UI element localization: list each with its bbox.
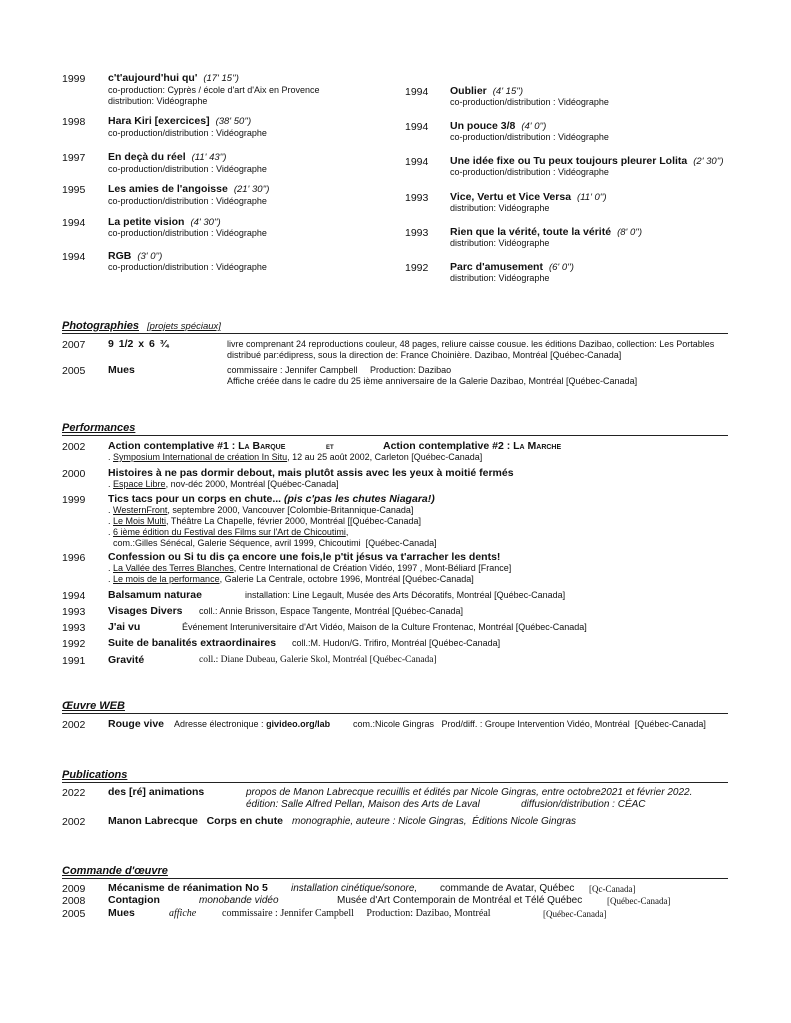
- video-duration: (21' 30''): [233, 184, 270, 195]
- pub-detail: monographie, auteure : Nicole Gingras, Éditions Nicole Gingras: [292, 816, 577, 827]
- perf-detail: Événement Interuniversitaire d'Art Vidéo, Maison de la Culture Frontenac, Montréal [Québec-Canada]: [182, 622, 587, 632]
- video-title-line: [450, 191, 607, 204]
- commande-title: Contagion: [108, 894, 160, 906]
- section-divider: [62, 435, 728, 436]
- video-title: Rien que la vérité, toute la vérité: [450, 226, 612, 238]
- perf-title: Balsamum naturae: [108, 589, 202, 601]
- perf-title: Histoires à ne pas dormir debout, mais plutôt assis avec les yeux à moitié fermés: [108, 467, 514, 479]
- video-year: 1995: [62, 184, 86, 196]
- perf-year: 1999: [62, 494, 86, 506]
- video-credit: co-production/distribution : Vidéographe: [450, 132, 609, 142]
- perf-title: Action contemplative #1 : La Barque: [108, 440, 286, 452]
- section-heading-web: Œuvre WEB: [62, 700, 125, 712]
- perf-venue: . Symposium International de création In Situ, 12 au 25 août 2002, Carleton [Québec-Canada]: [108, 452, 483, 462]
- video-duration: (38' 50''): [215, 116, 252, 127]
- pub-title: des [ré] animations: [108, 786, 205, 798]
- video-title-line: [108, 115, 251, 128]
- video-title-line: [450, 85, 523, 98]
- video-credit: co-production/distribution : Vidéographe: [108, 196, 267, 206]
- perf-detail: coll.:M. Hudon/G. Trifiro, Montréal [Québec-Canada]: [292, 638, 501, 648]
- perf-venue: . La Vallée des Terres Blanches, Centre International de Création Vidéo, 1997 , Mont-Béliard [France]: [108, 563, 512, 573]
- video-duration: (2' 30''): [693, 156, 724, 167]
- video-credit: distribution: Vidéographe: [108, 96, 208, 106]
- video-title-line: [108, 250, 162, 263]
- pub-detail: propos de Manon Labrecque recuillis et édités par Nicole Gingras, entre octobre2021 et février 2022.: [246, 787, 693, 798]
- video-credit: co-production/distribution : Vidéographe: [108, 228, 267, 238]
- video-title: Oublier: [450, 85, 487, 97]
- perf-year: 1996: [62, 552, 86, 564]
- pub-title: Manon Labrecque Corps en chute: [108, 815, 284, 827]
- video-year: 1994: [62, 217, 86, 229]
- commande-year: 2008: [62, 895, 86, 907]
- video-title: Parc d'amusement: [450, 261, 543, 273]
- video-credit: distribution: Vidéographe: [450, 238, 550, 248]
- section-divider: [62, 878, 728, 879]
- section-divider: [62, 333, 728, 334]
- video-title: La petite vision: [108, 216, 185, 228]
- video-year: 1994: [405, 156, 429, 168]
- commande-year: 2009: [62, 883, 86, 895]
- video-title: En deçà du réel: [108, 151, 186, 163]
- video-year: 1997: [62, 152, 86, 164]
- video-credit: co-production: Cyprès / école d'art d'Aix en Provence: [108, 85, 320, 95]
- perf-title: Gravité: [108, 654, 145, 666]
- section-divider: [62, 782, 728, 783]
- section-divider: [62, 713, 728, 714]
- perf-year: 1993: [62, 622, 86, 634]
- video-title: Un pouce 3/8: [450, 120, 516, 132]
- video-duration: (8' 0''): [617, 227, 643, 238]
- commande-medium: affiche: [169, 908, 197, 919]
- video-year: 1994: [405, 121, 429, 133]
- perf-title: Visages Divers: [108, 605, 183, 617]
- video-credit: co-production/distribution : Vidéographe: [108, 128, 267, 138]
- video-credit: co-production/distribution : Vidéographe: [450, 97, 609, 107]
- section-heading-photographies: Photographies [projets spéciaux]: [62, 320, 221, 332]
- video-credit: distribution: Vidéographe: [450, 203, 550, 213]
- commande-year: 2005: [62, 908, 86, 920]
- commande-title: Mécanisme de réanimation No 5: [108, 882, 268, 894]
- perf-title: Confession ou Si tu dis ça encore une fois,le p'tit jésus va t'arracher les dents!: [108, 551, 501, 563]
- photo-year: 2007: [62, 339, 86, 351]
- video-title-line: [108, 151, 226, 164]
- photo-year: 2005: [62, 365, 86, 377]
- commande-region: [Qc-Canada]: [589, 884, 636, 894]
- section-subheading: [projets spéciaux]: [147, 321, 221, 332]
- perf-venue: . Le mois de la performance, Galerie La Centrale, octobre 1996, Montréal [Québec-Canada]: [108, 574, 474, 584]
- photo-title: 9 1/2 x 6 ¾: [108, 338, 169, 350]
- perf-venue: . Espace Libre, nov-déc 2000, Montréal [Québec-Canada]: [108, 479, 339, 489]
- web-title: Rouge vive: [108, 718, 165, 730]
- video-title: Hara Kiri [exercices]: [108, 115, 210, 127]
- perf-title: Tics tacs pour un corps en chute... (pis c'pas les chutes Niagara!): [108, 493, 435, 505]
- video-duration: (11' 43''): [191, 152, 227, 163]
- section-heading-performances: Performances: [62, 422, 136, 434]
- photo-title: Mues: [108, 364, 135, 376]
- perf-detail: coll.: Annie Brisson, Espace Tangente, Montréal [Québec-Canada]: [199, 606, 463, 616]
- video-title: Vice, Vertu et Vice Versa: [450, 191, 572, 203]
- perf-venue: . WesternFront, septembre 2000, Vancouver [Colombie-Britannique-Canada]: [108, 505, 414, 515]
- perf-venue: . Le Mois Multi, Théâtre La Chapelle, février 2000, Montréal [[Québec-Canada]: [108, 516, 422, 526]
- commande-title: Mues: [108, 907, 135, 919]
- perf-title: Suite de banalités extraordinaires: [108, 637, 277, 649]
- video-duration: (6' 0''): [548, 262, 574, 273]
- web-credit: com.:Nicole Gingras Prod/diff. : Groupe Intervention Vidéo, Montréal [Québec-Canada]: [353, 719, 706, 729]
- perf-venue: . 6 ième édition du Festival des Films sur l'Art de Chicoutimi,: [108, 527, 349, 537]
- video-year: 1998: [62, 116, 86, 128]
- video-credit: co-production/distribution : Vidéographe: [108, 262, 267, 272]
- video-year: 1994: [62, 251, 86, 263]
- perf-venue: com.:Gilles Sénécal, Galerie Séquence, avril 1999, Chicoutimi [Québec-Canada]: [108, 538, 437, 548]
- video-title-line: [450, 226, 642, 239]
- video-title-line: [108, 72, 239, 85]
- video-credit: co-production/distribution : Vidéographe: [450, 167, 609, 177]
- perf-year: 1992: [62, 638, 86, 650]
- pub-detail: édition: Salle Alfred Pellan, Maison des Arts de Laval: [246, 799, 480, 810]
- video-duration: (4' 15''): [492, 86, 524, 97]
- commande-detail: commissaire : Jennifer Campbell Production: Dazibao, Montréal: [222, 908, 491, 919]
- photo-detail: distribué par:édipress, sous la direction de: France Choinière. Dazibao, Montréal [Québec-Canada]: [227, 350, 622, 360]
- section-heading-commande: Commande d'œuvre: [62, 865, 168, 877]
- commande-detail: commande de Avatar, Québec: [440, 883, 575, 894]
- video-title: Les amies de l'angoisse: [108, 183, 228, 195]
- video-duration: (4' 0''): [521, 121, 547, 132]
- web-address: Adresse électronique : givideo.org/lab: [174, 719, 331, 729]
- commande-detail: Musée d'Art Contemporain de Montréal et Télé Québec: [337, 895, 583, 906]
- video-title: c't'aujourd'hui qu': [108, 72, 198, 84]
- section-heading-publications: Publications: [62, 769, 128, 781]
- pub-year: 2022: [62, 787, 86, 799]
- video-duration: (17' 15''): [203, 73, 239, 84]
- perf-title: Action contemplative #2 : La Marche: [383, 440, 562, 452]
- video-title: RGB: [108, 250, 132, 262]
- perf-detail: coll.: Diane Dubeau, Galerie Skol, Montréal [Québec-Canada]: [199, 655, 437, 665]
- video-title-line: [450, 261, 574, 274]
- commande-medium: installation cinétique/sonore,: [291, 883, 418, 894]
- perf-detail: installation: Line Legault, Musée des Arts Décoratifs, Montréal [Québec-Canada]: [245, 590, 566, 600]
- video-year: 1999: [62, 73, 86, 85]
- video-duration: (4' 30''): [190, 217, 221, 228]
- video-credit: distribution: Vidéographe: [450, 273, 550, 283]
- perf-year: 1993: [62, 606, 86, 618]
- commande-medium: monobande vidéo: [199, 895, 279, 906]
- commande-region: [Québec-Canada]: [543, 909, 607, 919]
- video-duration: (11' 0''): [577, 192, 607, 203]
- video-title-line: [450, 155, 724, 168]
- web-link[interactable]: givideo.org/lab: [266, 719, 331, 729]
- video-credit: co-production/distribution : Vidéographe: [108, 164, 267, 174]
- video-title-line: [108, 183, 269, 196]
- perf-title: J'ai vu: [108, 621, 141, 633]
- pub-year: 2002: [62, 816, 86, 828]
- photo-detail: Affiche créée dans le cadre du 25 ième anniversaire de la Galerie Dazibao, Montréal [Québec-Canada]: [227, 376, 638, 386]
- video-title-line: [108, 216, 221, 229]
- photo-detail: commissaire : Jennifer Campbell Production: Dazibao: [227, 365, 452, 375]
- video-year: 1993: [405, 227, 429, 239]
- perf-year: 1994: [62, 590, 86, 602]
- perf-year: 1991: [62, 655, 86, 667]
- commande-region: [Québec-Canada]: [607, 896, 671, 906]
- video-year: 1992: [405, 262, 429, 274]
- video-duration: (3' 0''): [137, 251, 163, 262]
- perf-year: 2000: [62, 468, 86, 480]
- pub-detail: diffusion/distribution : CÉAC: [521, 799, 646, 810]
- video-year: 1993: [405, 192, 429, 204]
- perf-conjunction: et: [326, 442, 334, 451]
- video-year: 1994: [405, 86, 429, 98]
- video-title-line: [450, 120, 546, 133]
- web-year: 2002: [62, 719, 86, 731]
- video-title: Une idée fixe ou Tu peux toujours pleurer Lolita: [450, 155, 688, 167]
- perf-year: 2002: [62, 441, 86, 453]
- photo-detail: livre comprenant 24 reproductions couleur, 48 pages, reliure caisse cousue. les éditions Dazibao, collection: Les Portables: [227, 339, 715, 349]
